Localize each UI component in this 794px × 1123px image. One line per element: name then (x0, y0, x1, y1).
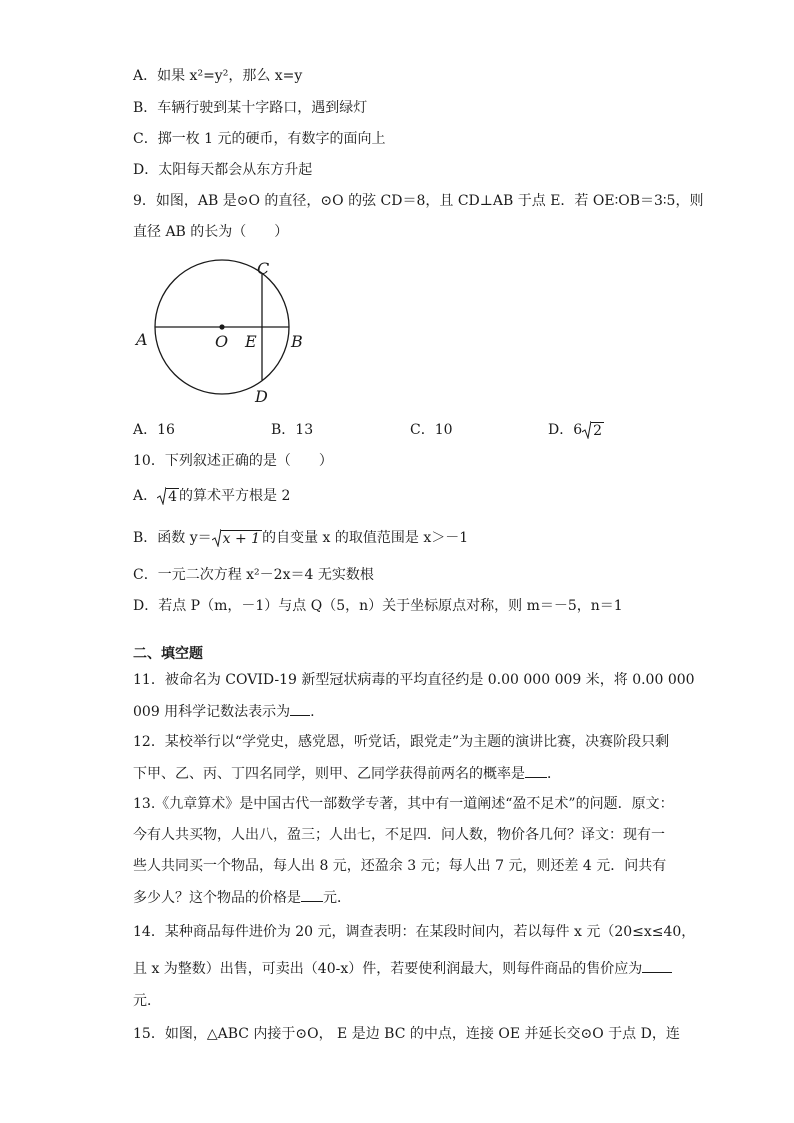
q8-option-c: C．掷一枚 1 元的硬币，有数字的面向上 (133, 131, 386, 147)
q10-option-b (133, 528, 468, 548)
radical-sign-icon (212, 529, 221, 547)
q13-line2: 今有人共买物，人出八，盈三；人出七，不足四．问人数，物价各几何？译文：现有一 (133, 827, 665, 843)
radicand: 4 (168, 489, 178, 505)
q10-b-prefix: B．函数 y＝ (133, 530, 212, 546)
radicand: 2 (593, 423, 603, 439)
answer-blank (642, 958, 672, 973)
label-d: D (255, 387, 268, 406)
answer-blank (301, 887, 323, 902)
sqrt-4 (157, 487, 179, 505)
q13-line3: 些人共同买一个物品，每人出 8 元，还盈余 3 元；每人出 7 元，则还差 4 元．问共有 (133, 858, 667, 874)
center-point-o (219, 324, 224, 329)
q12-line2-suffix: ． (547, 766, 561, 782)
section-title-fill-in: 二、填空题 (133, 646, 203, 662)
q10-option-a (133, 486, 290, 506)
sqrt-2 (582, 421, 604, 439)
q9-option-d-prefix: D．6 (548, 422, 583, 438)
q13-line4 (133, 887, 351, 908)
q15-line1: 15．如图，△ABC 内接于⊙O， E 是边 BC 的中点，连接 OE 并延长交⊙O 于点 D，连 (133, 1026, 680, 1042)
q11-line2 (133, 701, 315, 722)
q11-line2-prefix: 009 用科学记数法表示为 (133, 704, 291, 720)
answer-blank (525, 763, 547, 778)
q8-option-a: A．如果 x²=y²，那么 x=y (133, 68, 303, 84)
q8-option-b: B．车辆行驶到某十字路口，遇到绿灯 (133, 100, 368, 116)
q11-line2-suffix: . (310, 704, 315, 720)
q11-line1: 11．被命名为 COVID-19 新型冠状病毒的平均直径约是 0.00 000 009 米，将 0.00 000 (133, 672, 695, 688)
q10-a-suffix: 的算术平方根是 2 (179, 488, 291, 504)
q9-stem-line2: 直径 AB 的长为（ ） (133, 224, 289, 240)
q10-stem: 10．下列叙述正确的是（ ） (133, 453, 333, 469)
q12-line2 (133, 763, 561, 784)
q14-line2-prefix: 且 x 为整数）出售，可卖出（40-x）件，若要使利润最大，则每件商品的售价应为 (133, 961, 643, 977)
sqrt-x-plus-1 (212, 529, 262, 547)
q14-line3: 元． (133, 993, 161, 1009)
q14-line2 (133, 958, 672, 979)
q12-line1: 12．某校举行以“学党史，感党恩，听党话，跟党走”为主题的演讲比赛，决赛阶段只剩 (133, 734, 670, 750)
q8-option-d: D．太阳每天都会从东方升起 (133, 162, 313, 178)
radical-sign-icon (157, 487, 166, 505)
q10-option-d: D．若点 P（m，－1）与点 Q（5，n）关于坐标原点对称，则 m＝－5，n＝1 (133, 598, 623, 614)
label-e: E (245, 332, 257, 351)
q14-line1: 14．某种商品每件进价为 20 元，调查表明：在某段时间内，若以每件 x 元（20≤x≤40， (133, 924, 696, 940)
label-o: O (215, 332, 229, 351)
radicand: x + 1 (222, 531, 261, 547)
radical-sign-icon (582, 421, 591, 439)
q13-line4-suffix: 元． (323, 890, 351, 906)
circle-diagram (133, 256, 313, 408)
q13-line1: 13.《九章算术》是中国古代一部数学专著，其中有一道阐述“盈不足术”的问题．原文： (133, 796, 674, 812)
label-c: C (257, 259, 270, 278)
q9-option-d (548, 420, 604, 440)
q10-option-c: C．一元二次方程 x²－2x＝4 无实数根 (133, 567, 374, 583)
q9-stem-line1: 9．如图，AB 是⊙O 的直径，⊙O 的弦 CD＝8，且 CD⊥AB 于点 E．若 OE∶OB＝3∶5，则 (133, 193, 704, 209)
q13-line4-prefix: 多少人？这个物品的价格是 (133, 890, 301, 906)
label-b: B (291, 332, 303, 351)
q10-a-prefix: A． (133, 488, 158, 504)
q10-b-suffix: 的自变量 x 的取值范围是 x＞－1 (262, 530, 469, 546)
q9-option-c: C．10 (410, 422, 453, 438)
q9-option-a: A．16 (133, 422, 175, 438)
label-a: A (136, 330, 148, 349)
answer-blank (290, 701, 310, 716)
q9-option-b: B．13 (271, 422, 314, 438)
q12-line2-prefix: 下甲、乙、丙、丁四名同学，则甲、乙同学获得前两名的概率是 (133, 766, 525, 782)
